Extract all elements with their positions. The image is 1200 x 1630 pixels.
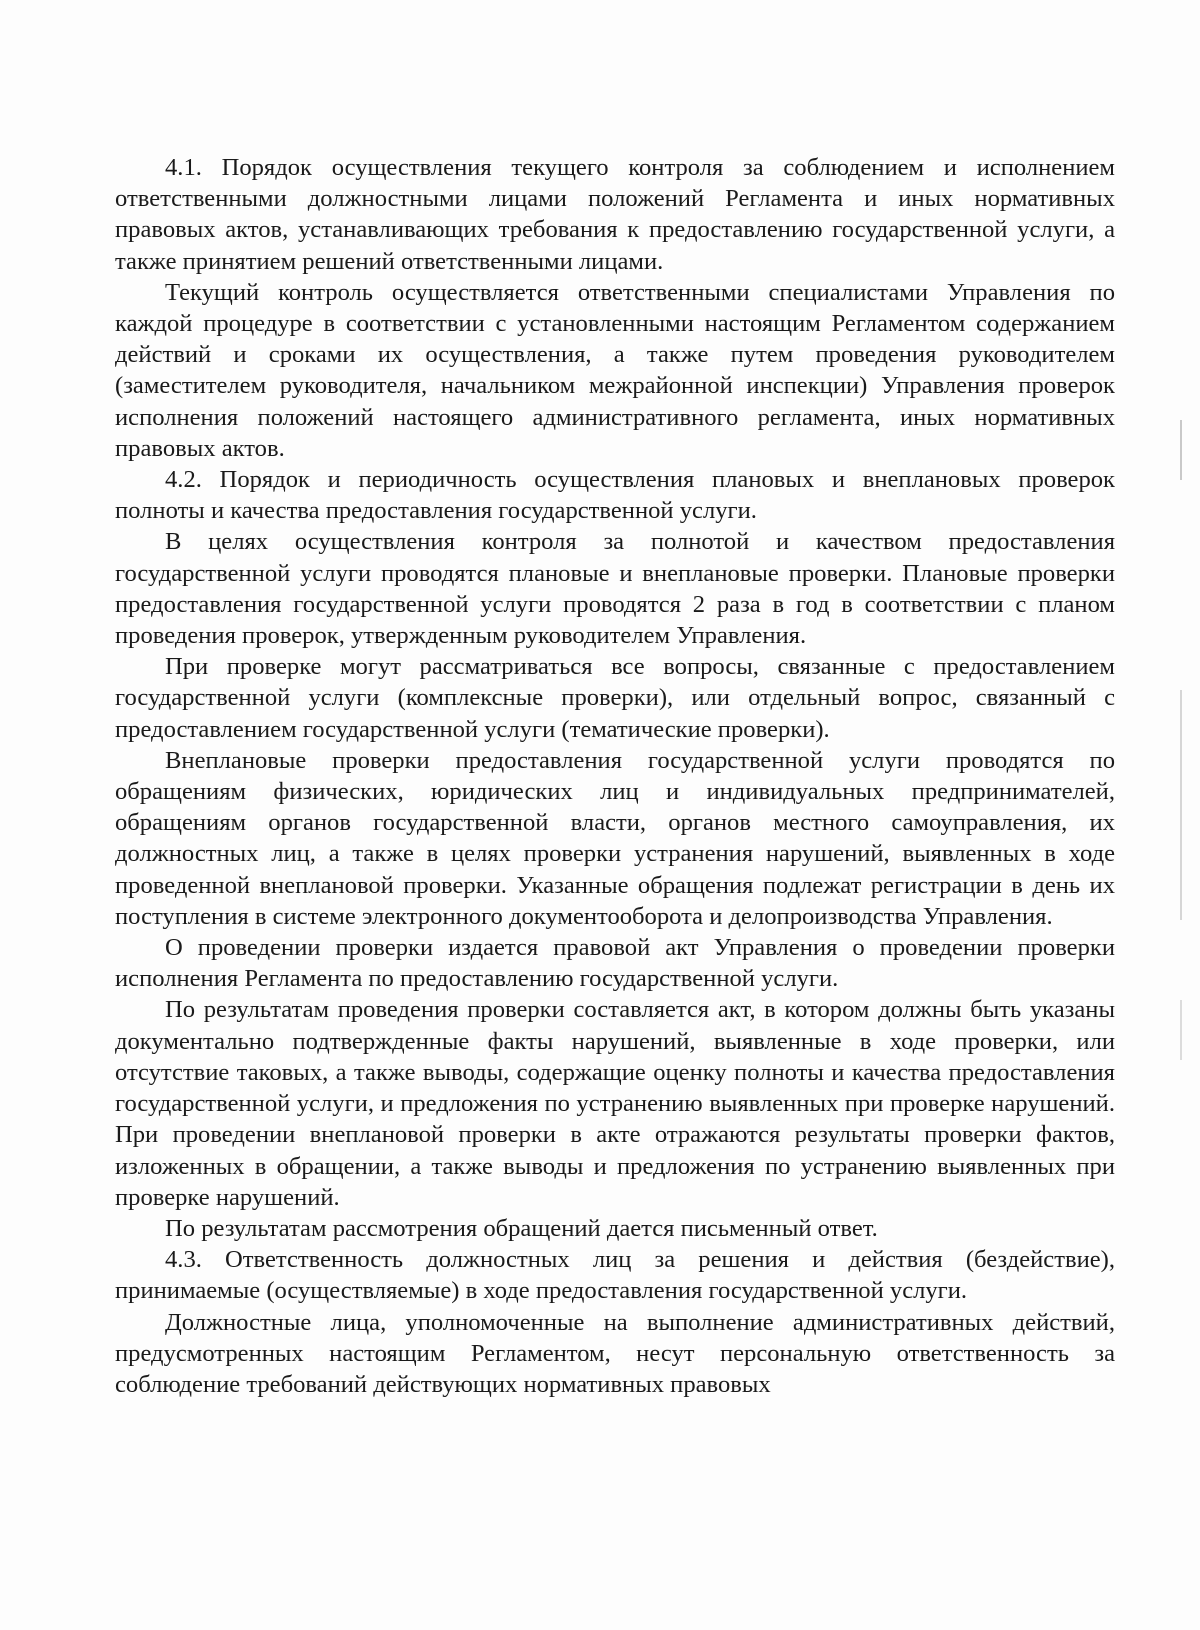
paragraph-4-3: 4.3. Ответственность должностных лиц за решения и действия (бездействие), принимаемые (осуществляемые) в ходе предоставления государственной услуги.: [115, 1246, 1115, 1305]
paragraph-legal-act: О проведении проверки издается правовой акт Управления о проведении проверки исполнения Регламента по предоставлению государственной услуги.: [115, 934, 1115, 993]
paragraph-officials-responsibility: Должностные лица, уполномоченные на выполнение административных действий, предусмотренных настоящим Регламентом, несут персональную ответственность за соблюдение требований действующих нормативных правовых: [115, 1308, 1115, 1398]
paragraph-check-scope: При проверке могут рассматриваться все вопросы, связанные с предоставлением государственной услуги (комплексные проверки), или отдельный вопрос, связанный с предоставлением государственной услуги (тематические проверки).: [115, 653, 1115, 743]
paragraph-4-1: 4.1. Порядок осуществления текущего контроля за соблюдением и исполнением ответственными должностными лицами положений Регламента и иных нормативных правовых актов, устанавливающих требования к предоставлению государственной услуги, а также принятием решений ответственными лицами.: [115, 154, 1115, 275]
document-body: [115, 152, 1115, 1400]
scan-edge-mark: [1180, 690, 1182, 920]
scan-edge-mark: [1180, 420, 1182, 480]
paragraph-check-results: По результатам проведения проверки составляется акт, в котором должны быть указаны документально подтвержденные факты нарушений, выявленные в ходе проверки, или отсутствие таковых, а также выводы, содержащие оценку полноты и качества предоставления государственной услуги, и предложения по устранению выявленных при проверке нарушений. При проведении внеплановой проверки в акте отражаются результаты проверки фактов, изложенных в обращении, а также выводы и предложения по устранению выявленных при проверке нарушений.: [115, 996, 1115, 1211]
scan-edge-mark: [1180, 1000, 1182, 1060]
paragraph-planned-checks: В целях осуществления контроля за полнотой и качеством предоставления государственной услуги проводятся плановые и внеплановые проверки. Плановые проверки предоставления государственной услуги проводятся 2 раза в год в соответствии с планом проведения проверок, утвержденным руководителем Управления.: [115, 528, 1115, 650]
paragraph-current-control: Текущий контроль осуществляется ответственными специалистами Управления по каждой процедуре в соответствии с установленными настоящим Регламентом содержанием действий и сроками их осуществления, а также путем проведения руководителем (заместителем руководителя, начальником межрайонной инспекции) Управления проверок исполнения положений настоящего административного регламента, иных нормативных правовых актов.: [115, 278, 1115, 462]
paragraph-4-2: 4.2. Порядок и периодичность осуществления плановых и внеплановых проверок полноты и качества предоставления государственной услуги.: [115, 466, 1115, 525]
paragraph-unplanned-checks: Внеплановые проверки предоставления государственной услуги проводятся по обращениям физических, юридических лиц и индивидуальных предпринимателей, обращениям органов государственной власти, органов местного самоуправления, их должностных лиц, а также в целях проверки устранения нарушений, выявленных в ходе проведенной внеплановой проверки. Указанные обращения подлежат регистрации в день их поступления в системе электронного документооборота и делопроизводства Управления.: [115, 746, 1115, 930]
paragraph-written-reply: По результатам рассмотрения обращений дается письменный ответ.: [165, 1214, 878, 1242]
